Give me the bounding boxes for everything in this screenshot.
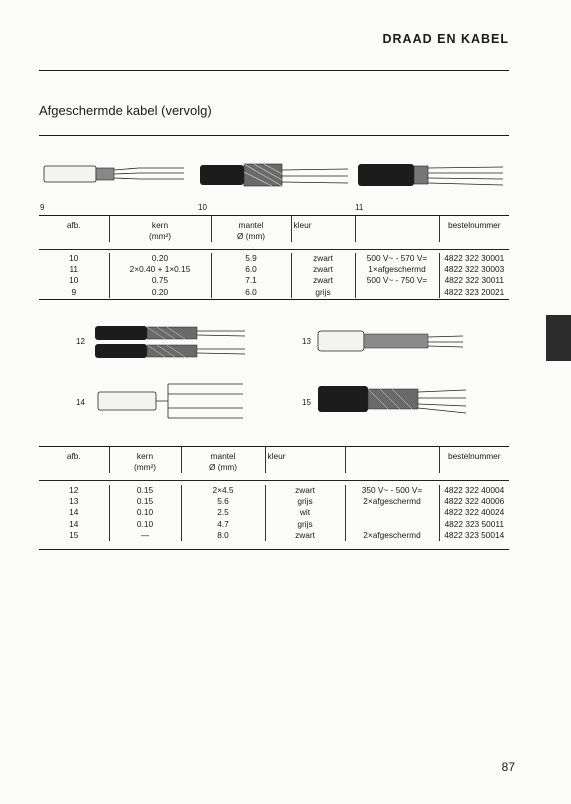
cell-bestelnummer: 4822 323 50014 — [439, 530, 509, 541]
cell-kern: 0.75 — [109, 275, 211, 286]
cell-mantel: 5.6 — [181, 496, 265, 507]
cell-kleur: zwart — [291, 264, 355, 275]
cell-afb: 15 — [69, 529, 79, 540]
cell-afb: 12 — [69, 485, 79, 495]
cell-note — [345, 519, 439, 530]
cable-figure-13 — [318, 325, 466, 357]
cable-figure-11 — [358, 158, 506, 194]
cell-note: 350 V~ - 500 V= — [345, 485, 439, 496]
figure-label-12: 12 — [76, 337, 85, 346]
cell-note — [355, 287, 439, 298]
cell-bestelnummer: 4822 322 30011 — [439, 275, 509, 286]
table-header-row — [39, 447, 509, 473]
header-afb: afb. — [66, 451, 81, 461]
cell-kern: 0.10 — [109, 519, 181, 530]
table2-bottom-rule — [39, 549, 509, 550]
cell-afb: 10 — [69, 275, 79, 286]
cell-mantel: 8.0 — [181, 530, 265, 541]
header-blank — [355, 216, 439, 242]
cable-figure-12 — [95, 322, 247, 364]
header-bestelnummer: bestelnummer — [439, 447, 509, 473]
cell-kern: 0.10 — [109, 507, 181, 518]
header-blank — [345, 447, 439, 473]
cell-kleur: zwart — [265, 530, 345, 541]
thumb-index-tab — [546, 315, 571, 361]
cell-mantel: 5.9 — [211, 253, 291, 264]
header-kleur: kleur — [265, 447, 345, 473]
figure-label-10: 10 — [198, 203, 207, 212]
header-rule — [39, 70, 509, 71]
cell-afb: 14 — [69, 518, 79, 529]
cell-mantel: 2.5 — [181, 507, 265, 518]
cell-kern: 0.20 — [109, 253, 211, 264]
table-row — [39, 519, 509, 530]
cell-mantel: 2×4.5 — [181, 485, 265, 496]
cell-bestelnummer: 4822 322 40004 — [439, 485, 509, 496]
cell-kleur: zwart — [291, 275, 355, 286]
section-rule — [39, 135, 509, 136]
figure-label-11: 11 — [355, 203, 364, 212]
page-number: 87 — [501, 760, 515, 774]
figure-label-9: 9 — [40, 203, 45, 212]
cell-kleur: grijs — [265, 519, 345, 530]
cell-note: 2×afgeschermd — [345, 496, 439, 507]
table-row — [39, 496, 509, 507]
cell-afb: 13 — [69, 496, 79, 507]
cell-afb: 14 — [69, 507, 79, 518]
cell-afb: 10 — [69, 253, 79, 263]
page-header-title: DRAAD EN KABEL — [382, 32, 509, 46]
table-row — [39, 287, 509, 298]
table-header-row — [39, 216, 509, 242]
figure-label-14: 14 — [76, 398, 85, 407]
cable-table-1 — [39, 216, 509, 301]
cell-note: 500 V~ - 570 V= — [355, 253, 439, 264]
cell-bestelnummer: 4822 322 40024 — [439, 507, 509, 518]
header-kern: kern (mm²) — [109, 216, 211, 242]
cell-kern: 0.20 — [109, 287, 211, 298]
cell-mantel: 7.1 — [211, 275, 291, 286]
cell-mantel: 4.7 — [181, 519, 265, 530]
cable-figure-9 — [44, 162, 189, 192]
header-kleur: kleur — [291, 216, 355, 242]
cell-kleur: wit — [265, 507, 345, 518]
table-row — [39, 485, 509, 496]
cable-figure-10 — [200, 160, 350, 194]
figure-label-15: 15 — [302, 398, 311, 407]
cell-kern: 2×0.40 + 1×0.15 — [109, 264, 211, 275]
header-bestelnummer: bestelnummer — [439, 216, 509, 242]
cell-mantel: 6.0 — [211, 264, 291, 275]
cell-afb: 11 — [69, 264, 79, 275]
cell-note: 2×afgeschermd — [345, 530, 439, 541]
table1-bottom-rule — [39, 299, 509, 300]
cell-bestelnummer: 4822 322 30003 — [439, 264, 509, 275]
cell-kleur: zwart — [265, 485, 345, 496]
cell-kleur: zwart — [291, 253, 355, 264]
cell-afb: 9 — [71, 286, 77, 297]
section-title: Afgeschermde kabel (vervolg) — [39, 103, 212, 118]
header-afb: afb. — [66, 220, 81, 230]
header-kern: kern (mm²) — [109, 447, 181, 473]
header-mantel: mantel Ø (mm) — [211, 216, 291, 242]
cell-bestelnummer: 4822 322 30001 — [439, 253, 509, 264]
cell-kern: 0.15 — [109, 496, 181, 507]
cell-bestelnummer: 4822 322 40006 — [439, 496, 509, 507]
cable-figure-15 — [318, 380, 468, 418]
figure-label-13: 13 — [302, 337, 311, 346]
cable-figure-14 — [98, 380, 248, 424]
cell-kleur: grijs — [265, 496, 345, 507]
cell-kleur: grijs — [291, 287, 355, 298]
cell-note: 500 V~ - 750 V= — [355, 275, 439, 286]
header-mantel: mantel Ø (mm) — [181, 447, 265, 473]
cell-kern: — — [109, 530, 181, 541]
cell-kern: 0.15 — [109, 485, 181, 496]
cell-bestelnummer: 4822 323 20021 — [439, 287, 509, 298]
cell-note — [345, 507, 439, 518]
table-row — [39, 507, 509, 518]
table-row — [39, 275, 509, 286]
cell-mantel: 6.0 — [211, 287, 291, 298]
cell-note: 1×afgeschermd — [355, 264, 439, 275]
table-row — [39, 253, 509, 264]
cell-bestelnummer: 4822 323 50011 — [439, 519, 509, 530]
cable-table-2 — [39, 447, 509, 545]
table-row — [39, 530, 509, 541]
table-row — [39, 264, 509, 275]
